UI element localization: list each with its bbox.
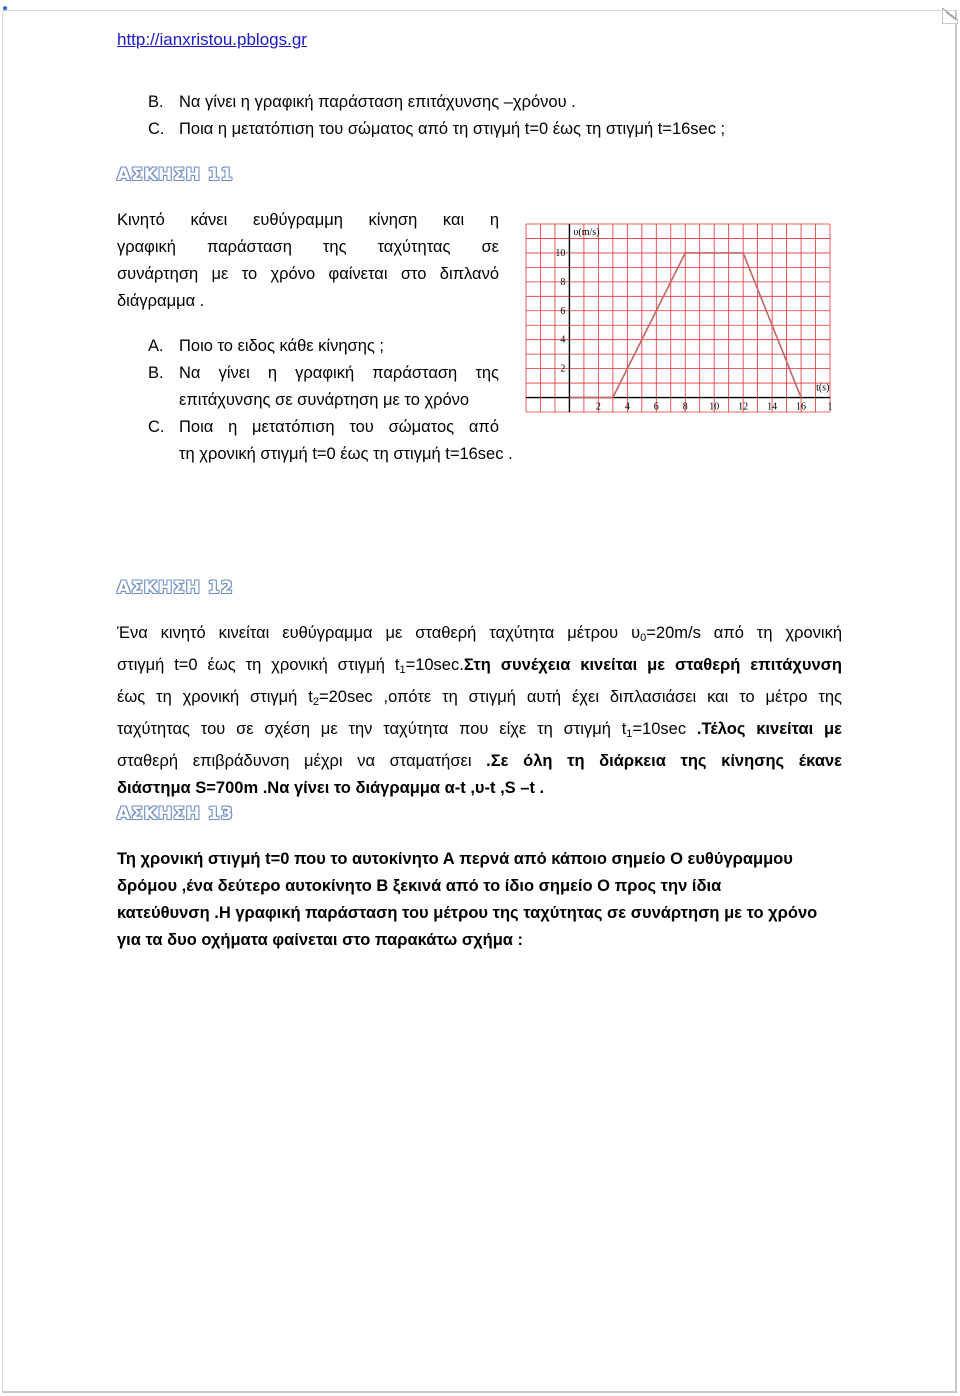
page-fold-icon [942,8,958,24]
text-run: .Σε όλη τη διάρκεια της κίνησης έκανε [471,752,842,770]
y-tick-label: 10 [555,247,566,259]
chart-y-axis-label: υ(m/s) [573,227,600,239]
x-tick-label: 10 [709,401,720,413]
exercise-13-body [117,846,857,954]
x-tick-label: 8 [682,401,688,413]
text-run: Ένα κινητό κινείται ευθύγραμμα με σταθερή ταχύτητα μέτρου υ [117,624,641,642]
item-label: C. [148,418,165,436]
text-run: Στη συνέχεια κινείται με σταθερή επιτάχυνση [463,656,842,674]
x-tick-label: 6 [653,401,659,413]
exercise-13-title: ΑΣΚΗΣΗ 13 [117,804,234,824]
subscript: 1 [626,728,633,740]
ex11-item-c-text [179,414,499,441]
y-tick-label: 6 [560,305,566,317]
intro-line: διάγραμμα . [117,292,205,310]
item-text: επιτάχυνσης σε συνάρτηση με το χρόνο [179,391,470,409]
x-tick-label: 14 [767,401,778,413]
text-run: =10sec. [405,656,464,674]
ex11-item-b [148,360,179,387]
y-tick-label: 2 [560,363,566,375]
paragraph-line [117,716,842,748]
chart-axes [526,224,830,412]
x-tick-label: 2 [595,401,601,413]
velocity-time-chart [518,222,834,418]
paragraph-line [117,748,842,775]
intro-line: Κινητό κάνει ευθύγραμμη κίνηση και η [117,211,499,229]
text-run: =10sec [632,720,687,738]
exercise-12-title: ΑΣΚΗΣΗ 12 [117,578,234,598]
x-tick-label: 12 [738,401,749,413]
paragraph-line: δρόμου ,ένα δεύτερο αυτοκίνητο Β ξεκινά από το ίδιο σημείο Ο προς την ίδια [117,877,722,895]
intro-line: συνάρτηση με το χρόνο φαίνεται στο διπλανό [117,265,499,283]
chart-x-axis-label: t(s) [816,382,830,394]
x-tick-label: 1 [827,401,833,413]
item-label: A. [148,337,164,355]
text-run: =20sec ,οπότε τη στιγμή αυτή έχει διπλασιάσει και το μέτρο της [318,688,843,706]
paragraph-line [117,684,842,716]
exercise-11-intro [117,207,499,315]
prev-item-c [148,116,725,143]
item-label: B. [148,93,164,111]
paragraph-line: Τη χρονική στιγμή t=0 που το αυτοκίνητο Α περνά από κάποιο σημείο Ο ευθύγραμμου [117,850,793,868]
item-text: Ποια η μετατόπιση του σώματος από [179,418,499,436]
paragraph-line: για τα δυο οχήματα φαίνεται στο παρακάτω σχήμα : [117,931,524,949]
ex11-item-b-text [179,360,499,414]
paragraph-line [117,620,842,652]
ex11-item-a [148,333,384,360]
ex11-item-c [148,414,179,441]
paragraph-line: διάστημα S=700m .Να γίνει το διάγραμμα α-t ,υ-t ,S –t . [117,779,545,797]
intro-line: γραφική παράσταση της ταχύτητας σε [117,238,499,256]
exercise-11-title: ΑΣΚΗΣΗ 11 [117,165,234,185]
exercise-12-body [117,620,842,802]
item-text: Να γίνει η γραφική παράσταση της [179,364,499,382]
item-text: Ποια η μετατόπιση του σώματος από τη στιγμή t=0 έως τη στιγμή t=16sec ; [179,120,726,138]
ex11-item-c-text-2 [179,441,513,468]
chart-grid [526,224,830,412]
y-tick-label: 4 [560,334,566,346]
text-run: στιγμή t=0 έως τη χρονική στιγμή t [117,656,400,674]
chart-ticks [555,248,832,413]
paragraph-line [117,652,842,684]
subscript: 0 [640,632,647,644]
prev-item-b [148,89,576,116]
x-tick-label: 4 [624,401,630,413]
item-label: B. [148,364,164,382]
x-tick-label: 16 [796,401,807,413]
header-url-link[interactable]: http://ianxristou.pblogs.gr [117,30,307,49]
text-run: σταθερή επιβράδυνση μέχρι να σταματήσει [117,752,472,770]
item-label: C. [148,120,165,138]
bookmark-icon: ● [2,3,9,14]
text-run: .Τέλος κινείται με [686,720,842,738]
paragraph-line: κατεύθυνση .Η γραφική παράσταση του μέτρου της ταχύτητας σε συνάρτηση με το χρόνο [117,904,818,922]
subscript: 2 [312,696,319,708]
text-run: έως τη χρονική στιγμή t [117,688,313,706]
subscript: 1 [399,664,406,676]
item-text: Ποιο το ειδος κάθε κίνησης ; [179,337,385,355]
item-text: Να γίνει η γραφική παράσταση επιτάχυνσης –χρόνου . [179,93,576,111]
y-tick-label: 8 [560,276,566,288]
item-text: τη χρονική στιγμή t=0 έως τη στιγμή t=16sec . [179,445,513,463]
text-run: ταχύτητας του σε σχέση με την ταχύτητα που είχε τη στιγμή t [117,720,627,738]
text-run: =20m/s από τη χρονική [646,624,842,642]
